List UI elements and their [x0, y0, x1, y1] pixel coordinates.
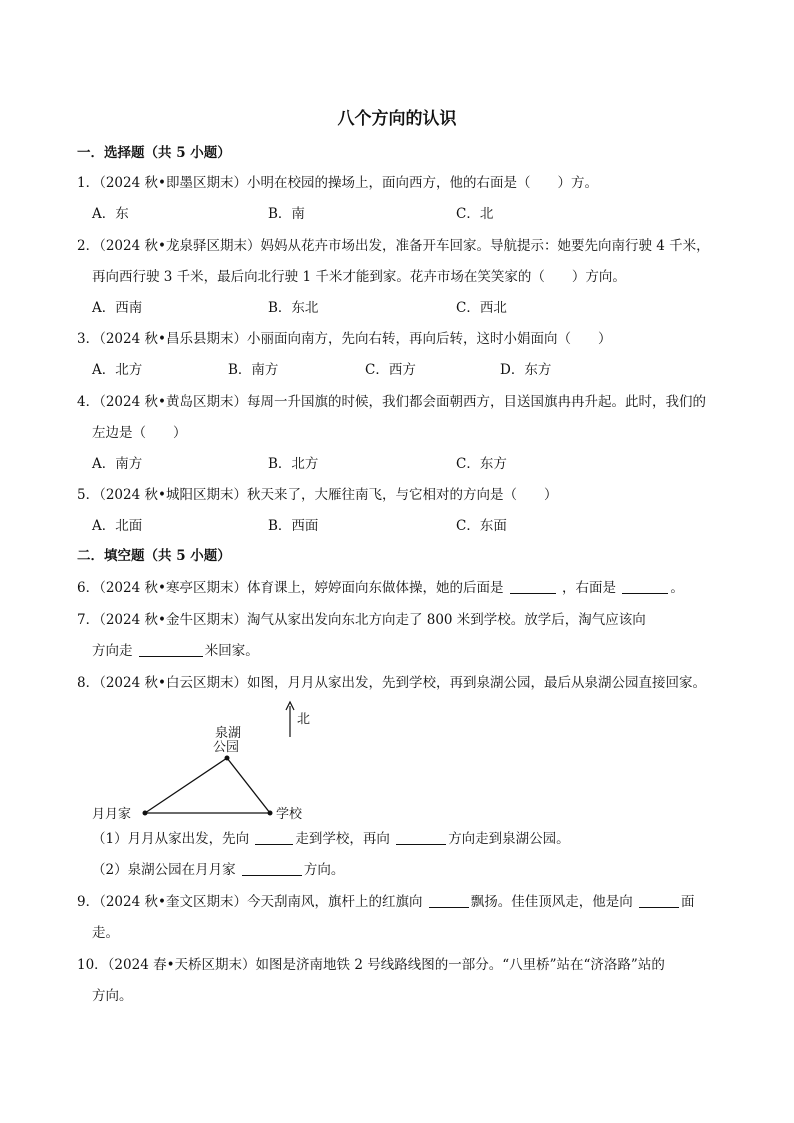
question-3: 3．（2024 秋•昌乐县期末）小丽面向南方，先向右转，再向后转，这时小娟面向（ ）	[77, 331, 612, 347]
question-10-line2: 方向。	[92, 988, 133, 1004]
q8-sub2-text-a: （2）泉湖公园在月月家	[92, 862, 236, 878]
section-heading-choice: 一．选择题（共 5 小题）	[77, 145, 231, 161]
question-7-line1: 7．（2024 秋•金牛区期末）淘气从家出发向东北方向走了 800 米到学校。放学后，淘气应该向	[77, 612, 646, 628]
q9-text-a: 9．（2024 秋•奎文区期末）今天刮南风，旗杆上的红旗向	[77, 894, 423, 910]
q9-text-b: 飘扬。佳佳顶风走，他是向	[470, 894, 633, 910]
q2-option-c: C．西北	[456, 300, 507, 316]
school-point	[268, 811, 273, 816]
q9-answer-blank-1[interactable]	[429, 894, 469, 908]
q8-sub1-text-a: （1）月月从家出发，先向	[92, 831, 250, 847]
q6-text-a: 6．（2024 秋•寒亭区期末）体育课上，婷婷面向东做体操，她的后面是	[77, 580, 504, 596]
q1-option-c: C．北	[456, 206, 494, 222]
q8-sub1-blank-1[interactable]	[255, 831, 293, 845]
north-label: 北	[297, 712, 311, 727]
q2-option-b: B．东北	[268, 300, 319, 316]
question-5: 5．（2024 秋•城阳区期末）秋天来了，大雁往南飞，与它相对的方向是（ ）	[77, 487, 558, 503]
q8-sub1-blank-2[interactable]	[396, 831, 446, 845]
question-2-line1: 2．（2024 秋•龙泉驿区期末）妈妈从花卉市场出发，准备开车回家。导航提示：她要先向南行驶 4 千米，	[77, 238, 710, 254]
q8-sub1-text-b: 走到学校，再向	[295, 831, 390, 847]
q8-sub2-blank[interactable]	[242, 862, 302, 876]
q5-option-c: C．东面	[456, 518, 507, 534]
question-8: 8．（2024 秋•白云区期末）如图，月月从家出发，先到学校，再到泉湖公园，最后从泉湖公园直接回家。	[77, 675, 706, 691]
q3-option-a: A．北方	[92, 362, 143, 378]
q9-answer-blank-2[interactable]	[639, 894, 679, 908]
q1-option-a: A．东	[92, 206, 129, 222]
q4-option-c: C．东方	[456, 456, 507, 472]
home-label: 月月家	[92, 807, 132, 822]
q7-text-c: 米回家。	[204, 643, 259, 659]
q4-option-a: A．南方	[92, 456, 143, 472]
question-1: 1．（2024 秋•即墨区期末）小明在校园的操场上，面向西方，他的右面是（ ）方。	[77, 175, 598, 191]
school-label: 学校	[276, 807, 303, 822]
q2-option-a: A．西南	[92, 300, 143, 316]
q6-text-c: 。	[670, 580, 684, 596]
q8-subquestion-1	[92, 830, 570, 848]
q3-option-c: C．西方	[365, 362, 416, 378]
q9-text-c: 面	[681, 894, 695, 910]
q8-sub1-text-c: 方向走到泉湖公园。	[448, 831, 570, 847]
q7-text-b: 方向走	[92, 643, 133, 659]
q1-option-b: B．南	[268, 206, 305, 222]
q3-option-b: B．南方	[228, 362, 279, 378]
park-label-line2: 公园	[213, 740, 240, 755]
route-triangle	[145, 758, 270, 813]
q8-subquestion-2	[92, 861, 344, 879]
q6-text-b: ，右面是	[562, 580, 617, 596]
q3-option-d: D．东方	[500, 362, 552, 378]
park-label-line1: 泉湖	[215, 726, 242, 741]
question-2-line2: 再向西行驶 3 千米，最后向北行驶 1 千米才能到家。花卉市场在笑笑家的（ ）方向。	[92, 269, 626, 285]
q4-option-b: B．北方	[268, 456, 319, 472]
q5-option-a: A．北面	[92, 518, 143, 534]
page-title: 八个方向的认识	[337, 109, 457, 129]
q5-option-b: B．西面	[268, 518, 319, 534]
park-point	[225, 756, 230, 761]
question-9-line1	[77, 893, 695, 911]
question-9-line2: 走。	[92, 925, 119, 941]
question-4-line1: 4．（2024 秋•黄岛区期末）每周一升国旗的时候，我们都会面朝西方，目送国旗冉冉升起。此时，我们的	[77, 394, 706, 410]
home-point	[143, 811, 148, 816]
section-heading-fill: 二．填空题（共 5 小题）	[77, 548, 231, 564]
question-10-line1: 10．（2024 春•天桥区期末）如图是济南地铁 2 号线路线图的一部分。“八里桥”站在“济洛路”站的	[77, 957, 665, 973]
q8-sub2-text-b: 方向。	[303, 862, 345, 878]
question-4-line2: 左边是（ ）	[92, 425, 187, 441]
